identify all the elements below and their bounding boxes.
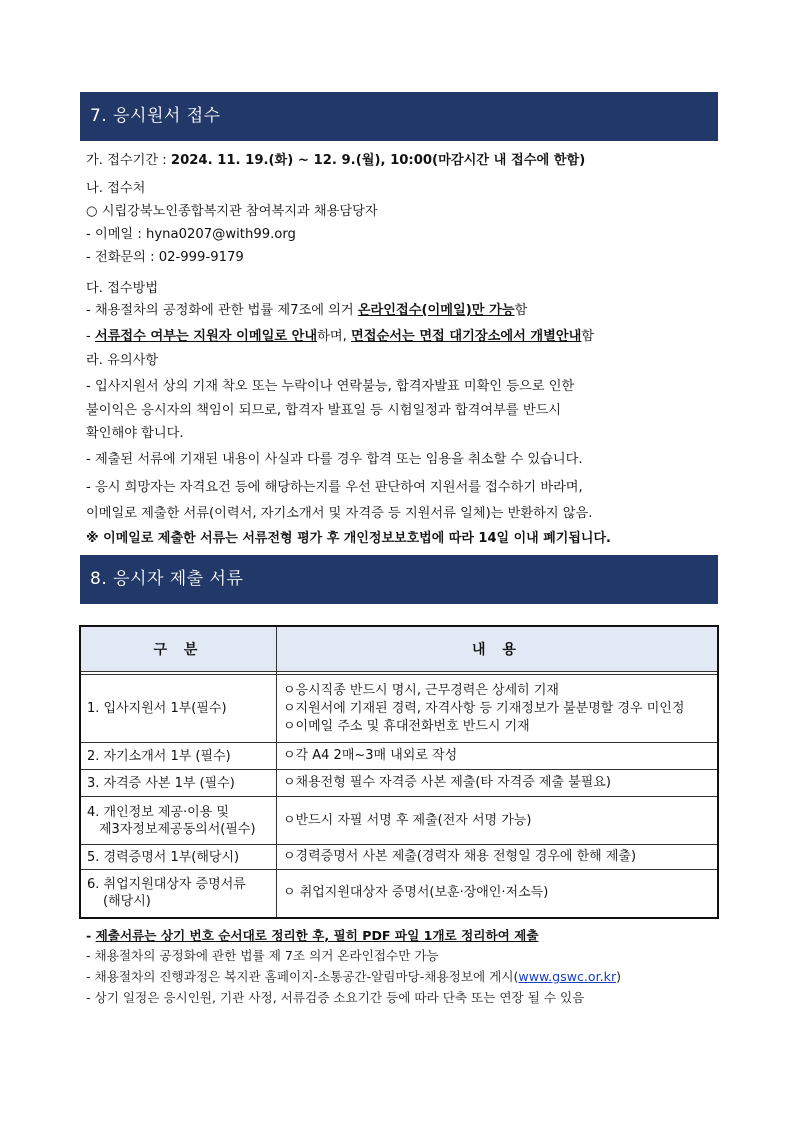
method-2-emphasis-1: 서류접수 여부는 지원자 이메일로 안내 (94, 329, 318, 344)
homepage-link[interactable]: www.gswc.or.kr (518, 969, 617, 984)
note-1-line-1: - 입사지원서 상의 기재 착오 또는 누락이나 연락불능, 합격자발표 미확인 등으로 인한 (86, 379, 575, 394)
row-label-text: 4. 개인정보 제공·이용 및 (87, 804, 229, 820)
row-label-text: 6. 취업지원대상자 증명서류 (87, 877, 246, 893)
footnote-1 (86, 927, 539, 945)
footnote-1-emphasis: 제출서류는 상기 번호 순서대로 정리한 후, 필히 PDF 파일 1개로 정리하여 제출 (95, 928, 539, 943)
method-heading: 다. 접수방법 (86, 281, 159, 296)
email-line: - 이메일 : hyna0207@with99.org (86, 227, 296, 242)
footnote-3-pre: - 채용절차의 진행과정은 복지관 홈페이지-소통공간-알림마당-채용정보에 게시( (86, 969, 519, 984)
row-content (277, 870, 719, 918)
table-row (80, 743, 718, 770)
table-row (80, 675, 718, 743)
content-line: ㅇ채용전형 필수 자격증 사본 제출(타 자격증 제출 불필요) (283, 775, 611, 790)
section-7-title: 7. 응시원서 접수 (90, 106, 221, 126)
content-line: ㅇ반드시 자필 서명 후 제출(전자 서명 가능) (283, 812, 532, 828)
content-line: ㅇ경력증명서 사본 제출(경력자 채용 전형일 경우에 한해 제출) (283, 849, 637, 864)
phone-line: - 전화문의 : 02-999-9179 (86, 250, 244, 265)
method-2-emphasis-2: 면접순서는 면접 대기장소에서 개별안내 (351, 329, 582, 344)
row-content (277, 770, 719, 797)
row-content (277, 797, 719, 845)
note-4-warning: ※ 이메일로 제출한 서류는 서류전형 평가 후 개인정보보호법에 따라 14일 이내 폐기됩니다. (86, 531, 611, 546)
row-label (80, 870, 277, 918)
table-row (80, 797, 718, 845)
header-content: 내 용 (277, 626, 719, 672)
notes-heading: 라. 유의사항 (86, 353, 159, 368)
method-line-1 (86, 302, 527, 320)
note-1-line-3: 확인해야 합니다. (86, 426, 184, 441)
place-org: ○ 시립강북노인종합복지관 참여복지과 채용담당자 (86, 204, 378, 219)
footnote-1-pre: - (86, 928, 96, 943)
footnote-3 (86, 968, 621, 986)
period-line (86, 152, 585, 170)
method-line-2 (86, 328, 594, 346)
row-content (277, 675, 719, 743)
row-label (80, 743, 277, 770)
note-3-line-1: - 응시 희망자는 자격요건 등에 해당하는지를 우선 판단하여 지원서를 접수하기 바라며, (86, 480, 583, 495)
footnote-2: - 채용절차의 공정화에 관한 법률 제 7조 의거 온라인접수만 가능 (86, 948, 439, 963)
row-content (277, 743, 719, 770)
method-2-dash: - (86, 329, 95, 344)
note-2: - 제출된 서류에 기재된 내용이 사실과 다를 경우 합격 또는 임용을 취소할 수 있습니다. (86, 452, 583, 467)
content-line: ㅇ 취업지원대상자 증명서(보훈·장애인·저소득) (283, 885, 549, 901)
place-heading: 나. 접수처 (86, 181, 146, 196)
content-line: ㅇ지원서에 기재된 경력, 자격사항 등 기재정보가 불분명할 경우 미인정 (283, 700, 685, 716)
footnote-4: - 상기 일정은 응시인원, 기관 사정, 서류검증 소요기간 등에 따라 단축 또는 연장 될 수 있음 (86, 990, 585, 1005)
row-label-text: 5. 경력증명서 1부(해당시) (87, 849, 240, 865)
row-label-text: 1. 입사지원서 1부(필수) (87, 701, 227, 716)
content-line: ㅇ응시직종 반드시 명시, 근무경력은 상세히 기재 (283, 682, 559, 698)
content-line: ㅇ각 A4 2매~3매 내외로 작성 (283, 748, 458, 763)
header-category: 구 분 (80, 626, 277, 672)
table-row (80, 845, 718, 870)
row-label (80, 845, 277, 870)
row-label-text-2: 제3자정보제공동의서(필수) (99, 821, 256, 837)
table-header-row (80, 626, 718, 672)
method-2-mid: 하며, (317, 329, 352, 344)
note-1-line-2: 불이익은 응시자의 책임이 되므로, 합격자 발표일 등 시험일정과 합격여부를 반드시 (86, 403, 562, 418)
row-label (80, 770, 277, 797)
row-label-text: 2. 자기소개서 1부 (필수) (87, 748, 231, 764)
method-1-emphasis: 온라인접수(이메일)만 가능 (357, 303, 515, 318)
footnote-3-post: ) (616, 969, 622, 984)
method-1-pre: - 채용절차의 공정화에 관한 법률 제7조에 의거 (86, 303, 358, 318)
row-label (80, 797, 277, 845)
method-2-post: 함 (581, 329, 595, 344)
documents-table (79, 625, 719, 919)
table-row (80, 870, 718, 918)
table-row (80, 770, 718, 797)
section-7-banner (80, 92, 718, 141)
note-3-line-2: 이메일로 제출한 서류(이력서, 자기소개서 및 자격증 등 지원서류 일체)는 반환하지 않음. (86, 506, 593, 521)
period-label: 가. 접수기간 : (86, 153, 171, 168)
period-value: 2024. 11. 19.(화) ~ 12. 9.(월), 10:00(마감시간 내 접수에 한함) (170, 153, 586, 168)
section-8-banner (80, 555, 718, 604)
section-8-title: 8. 응시자 제출 서류 (90, 569, 244, 589)
content-line: ㅇ이메일 주소 및 휴대전화번호 반드시 기재 (283, 718, 530, 734)
row-label (80, 675, 277, 743)
row-label-text: 3. 자격증 사본 1부 (필수) (87, 775, 235, 791)
row-content (277, 845, 719, 870)
method-1-post: 함 (514, 303, 528, 318)
row-label-text-2: (해당시) (103, 894, 151, 910)
